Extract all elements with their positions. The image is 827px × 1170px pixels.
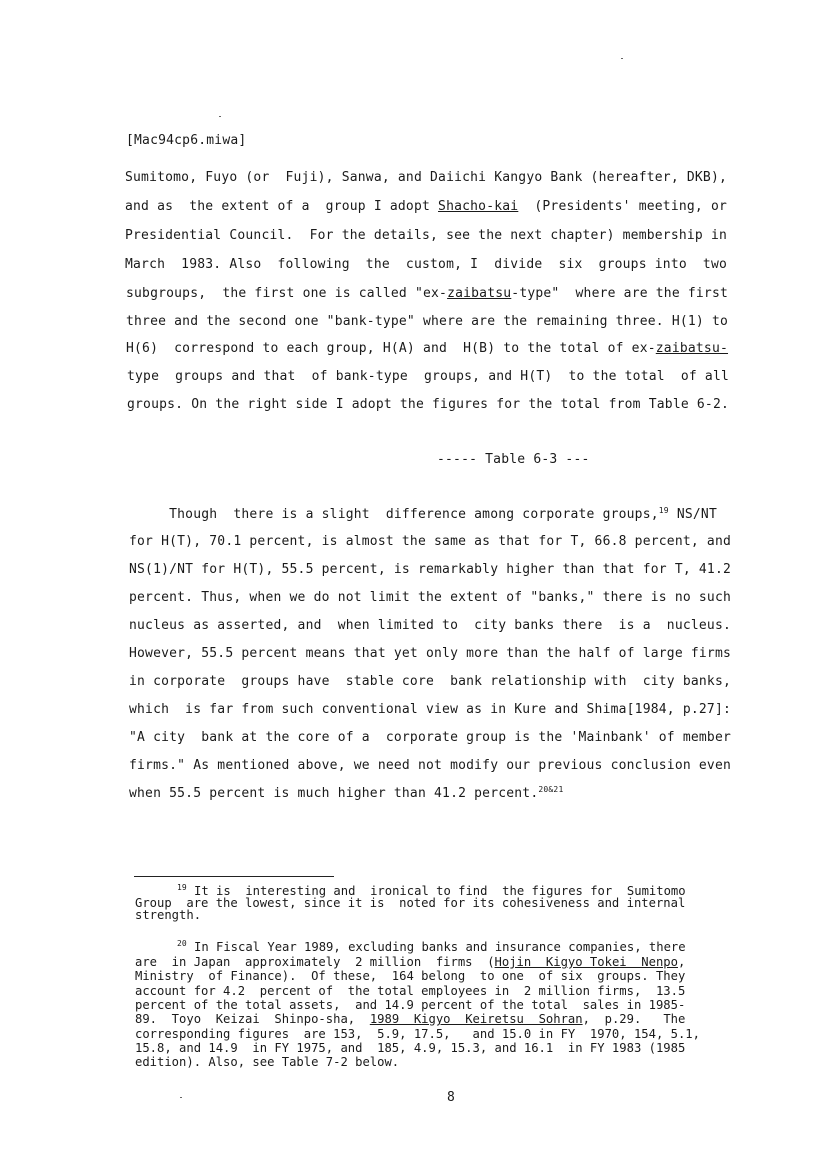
text-segment: 89. Toyo Keizai Shinpo-sha, xyxy=(135,1012,370,1026)
text-segment: are in Japan approximately 2 million firms ( xyxy=(135,955,495,969)
text-line xyxy=(126,286,728,301)
underlined-term: Shacho-kai xyxy=(438,199,519,214)
text-segment: , p.29. The xyxy=(582,1012,686,1026)
footnote-line xyxy=(135,985,685,998)
footnote-line xyxy=(135,897,685,910)
text-line: for H(T), 70.1 percent, is almost the same as that for T, 66.8 percent, and xyxy=(129,534,731,549)
text-line: Sumitomo, Fuyo (or Fuji), Sanwa, and Daiichi Kangyo Bank (hereafter, DKB), xyxy=(125,170,727,185)
underlined-term: zaibatsu xyxy=(447,286,512,301)
text-segment: It is interesting and ironical to find the figures for Sumitomo xyxy=(186,884,686,898)
text-line xyxy=(129,786,563,801)
footnote-line xyxy=(135,1056,399,1069)
footnote-line xyxy=(177,941,686,955)
page-number: 8 xyxy=(447,1090,456,1105)
table-reference: ----- Table 6-3 --- xyxy=(437,452,590,467)
text-line: groups. On the right side I adopt the figures for the total from Table 6-2. xyxy=(127,397,729,412)
text-line: in corporate groups have stable core bank relationship with city banks, xyxy=(129,674,731,689)
file-tag: [Mac94cp6.miwa] xyxy=(126,133,247,148)
footnote-marker: 20 xyxy=(177,939,187,948)
text-line: which is far from such conventional view as in Kure and Shima[1984, p.27]: xyxy=(129,702,731,717)
text-segment: subgroups, the first one is called "ex- xyxy=(126,286,448,301)
footnote-line xyxy=(135,956,685,969)
text-line: nucleus as asserted, and when limited to city banks there is a nucleus. xyxy=(129,618,731,633)
text-segment: when 55.5 percent is much higher than 41.2 percent. xyxy=(129,786,539,801)
text-segment: strength. xyxy=(135,908,202,922)
text-segment: -type" where are the first xyxy=(511,286,729,301)
footnote-separator xyxy=(134,876,334,877)
text-line: NS(1)/NT for H(T), 55.5 percent, is remarkably higher than that for T, 41.2 xyxy=(129,562,731,577)
footnote-line xyxy=(135,970,685,983)
text-segment: account for 4.2 percent of the total employees in 2 million firms, 13.5 xyxy=(135,984,686,998)
underlined-term: zaibatsu- xyxy=(655,341,729,356)
text-segment: Ministry of Finance). Of these, 164 belong to one of six groups. They xyxy=(135,969,686,983)
footnote-line xyxy=(135,909,201,922)
footnote-marker: 20&21 xyxy=(538,785,564,794)
scan-speck xyxy=(180,1097,182,1098)
underlined-title: 1989 Kigyo Keiretsu Sohran xyxy=(369,1012,583,1026)
footnote-marker: 19 xyxy=(658,506,669,515)
text-line: three and the second one "bank-type" where are the remaining three. H(1) to xyxy=(126,314,728,329)
text-line: Presidential Council. For the details, see the next chapter) membership in xyxy=(125,228,727,243)
text-line: type groups and that of bank-type groups, and H(T) to the total of all xyxy=(127,369,729,384)
text-line: However, 55.5 percent means that yet only more than the half of large firms xyxy=(129,646,731,661)
text-segment: 15.8, and 14.9 in FY 1975, and 185, 4.9, 15.3, and 16.1 in FY 1983 (1985 xyxy=(135,1041,686,1055)
text-segment: In Fiscal Year 1989, excluding banks and insurance companies, there xyxy=(186,940,686,954)
text-segment: (Presidents' meeting, or xyxy=(518,199,728,214)
text-segment: and as the extent of a group I adopt xyxy=(125,199,439,214)
text-segment: H(6) correspond to each group, H(A) and H(B) to the total of ex- xyxy=(126,341,656,356)
scan-speck xyxy=(621,58,623,59)
text-line: March 1983. Also following the custom, I divide six groups into two xyxy=(125,257,727,272)
text-segment: corresponding figures are 153, 5.9, 17.5, and 15.0 in FY 1970, 154, 5.1, xyxy=(135,1027,700,1041)
text-segment: NS/NT xyxy=(668,507,717,522)
footnote-line xyxy=(135,1042,685,1055)
footnote-marker: 19 xyxy=(177,883,187,892)
text-line: "A city bank at the core of a corporate group is the 'Mainbank' of member xyxy=(129,730,731,745)
text-line: firms." As mentioned above, we need not modify our previous conclusion even xyxy=(129,758,731,773)
underlined-title: Hojin Kigyo Tokei Nenpo xyxy=(494,955,678,969)
text-line xyxy=(129,507,717,522)
footnote-line xyxy=(135,999,685,1012)
text-segment: Group are the lowest, since it is noted for its cohesiveness and internal xyxy=(135,896,686,910)
footnote-line xyxy=(135,1013,685,1026)
text-line xyxy=(126,341,728,356)
text-segment: percent of the total assets, and 14.9 percent of the total sales in 1985- xyxy=(135,998,686,1012)
text-line: percent. Thus, when we do not limit the extent of "banks," there is no such xyxy=(129,590,731,605)
text-line xyxy=(125,199,727,214)
text-segment: Though there is a slight difference among corporate groups, xyxy=(129,507,659,522)
text-segment: edition). Also, see Table 7-2 below. xyxy=(135,1055,400,1069)
scan-speck xyxy=(219,116,221,117)
footnote-line xyxy=(135,1028,700,1041)
text-segment: , xyxy=(677,955,686,969)
